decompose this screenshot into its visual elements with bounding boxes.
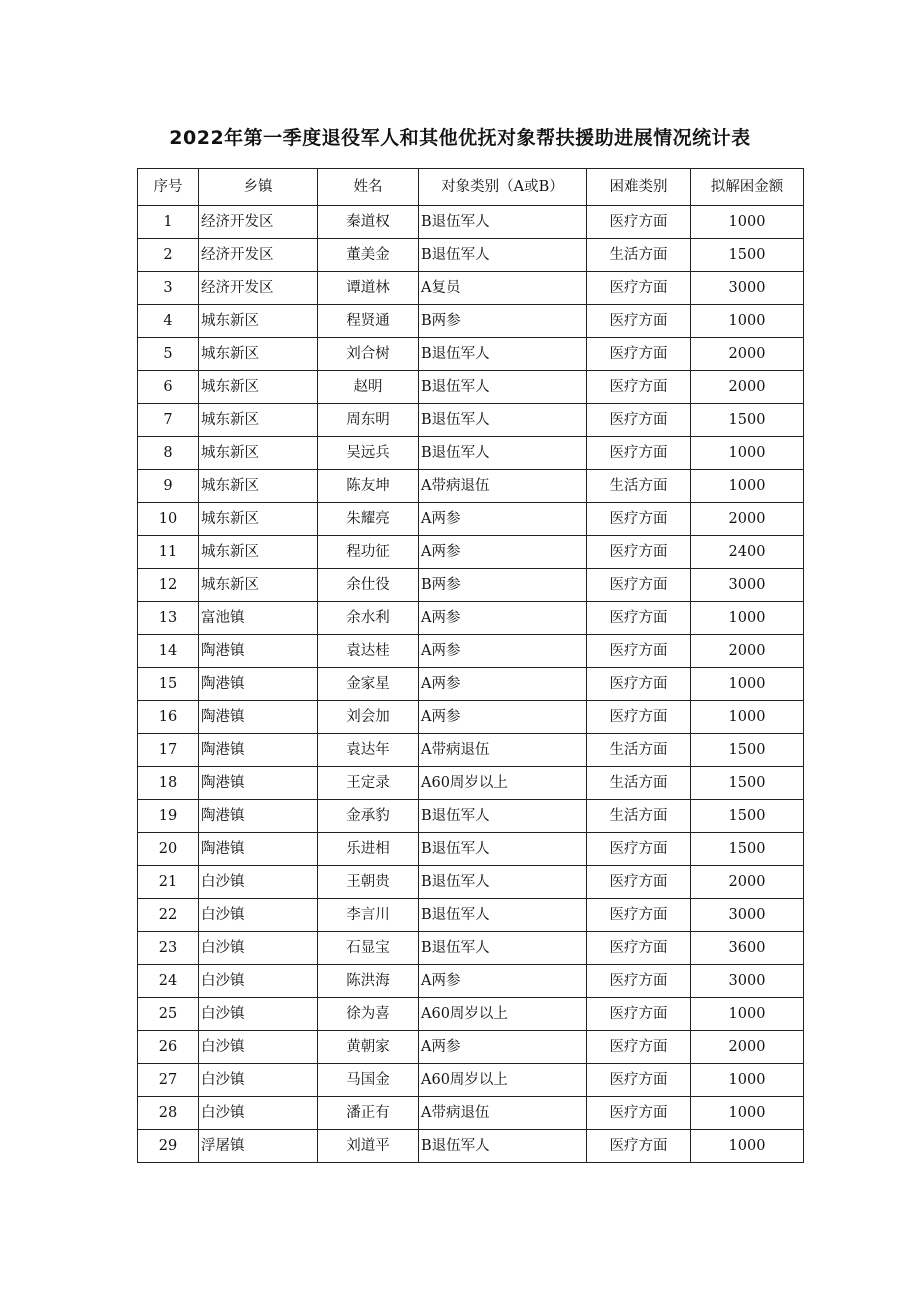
- cell-relief-amount: 2000: [691, 866, 804, 899]
- cell-difficulty-category: 医疗方面: [587, 503, 691, 536]
- table-row: [138, 602, 804, 635]
- cell-relief-amount: 1000: [691, 470, 804, 503]
- cell-town: 白沙镇: [199, 965, 318, 998]
- cell-name: 徐为喜: [318, 998, 419, 1031]
- cell-difficulty-category: 医疗方面: [587, 1031, 691, 1064]
- cell-difficulty-category: 医疗方面: [587, 206, 691, 239]
- cell-object-category: A两参: [419, 536, 587, 569]
- cell-town: 陶港镇: [199, 833, 318, 866]
- header-relief-amount: 拟解困金额: [691, 169, 804, 206]
- cell-object-category: B退伍军人: [419, 833, 587, 866]
- cell-serial-number: 13: [138, 602, 199, 635]
- table-row: [138, 404, 804, 437]
- cell-relief-amount: 2000: [691, 371, 804, 404]
- cell-name: 袁达年: [318, 734, 419, 767]
- cell-name: 吴远兵: [318, 437, 419, 470]
- cell-relief-amount: 1000: [691, 206, 804, 239]
- cell-serial-number: 29: [138, 1130, 199, 1163]
- table-row: [138, 1130, 804, 1163]
- cell-town: 城东新区: [199, 305, 318, 338]
- cell-name: 马国金: [318, 1064, 419, 1097]
- cell-difficulty-category: 生活方面: [587, 470, 691, 503]
- cell-object-category: A60周岁以上: [419, 998, 587, 1031]
- page-title: 2022年第一季度退役军人和其他优抚对象帮扶援助进展情况统计表: [169, 127, 751, 149]
- cell-name: 金承豹: [318, 800, 419, 833]
- cell-town: 浮屠镇: [199, 1130, 318, 1163]
- cell-relief-amount: 3000: [691, 899, 804, 932]
- table-body: [138, 206, 804, 1163]
- cell-town: 陶港镇: [199, 734, 318, 767]
- cell-relief-amount: 1500: [691, 767, 804, 800]
- cell-difficulty-category: 医疗方面: [587, 866, 691, 899]
- cell-town: 经济开发区: [199, 272, 318, 305]
- cell-town: 陶港镇: [199, 767, 318, 800]
- cell-serial-number: 3: [138, 272, 199, 305]
- cell-name: 程贤通: [318, 305, 419, 338]
- table-row: [138, 998, 804, 1031]
- cell-serial-number: 20: [138, 833, 199, 866]
- table-row: [138, 833, 804, 866]
- table-row: [138, 272, 804, 305]
- cell-serial-number: 15: [138, 668, 199, 701]
- cell-difficulty-category: 医疗方面: [587, 668, 691, 701]
- cell-relief-amount: 1000: [691, 1097, 804, 1130]
- table-row: [138, 1064, 804, 1097]
- cell-object-category: B两参: [419, 305, 587, 338]
- cell-serial-number: 12: [138, 569, 199, 602]
- table-row: [138, 536, 804, 569]
- cell-serial-number: 10: [138, 503, 199, 536]
- table-row: [138, 800, 804, 833]
- table-row: [138, 206, 804, 239]
- cell-difficulty-category: 生活方面: [587, 734, 691, 767]
- cell-town: 陶港镇: [199, 668, 318, 701]
- cell-town: 白沙镇: [199, 1097, 318, 1130]
- cell-difficulty-category: 医疗方面: [587, 998, 691, 1031]
- cell-serial-number: 16: [138, 701, 199, 734]
- cell-name: 陈友坤: [318, 470, 419, 503]
- cell-object-category: B退伍军人: [419, 371, 587, 404]
- cell-object-category: B退伍军人: [419, 404, 587, 437]
- cell-difficulty-category: 生活方面: [587, 239, 691, 272]
- header-name: 姓名: [318, 169, 419, 206]
- cell-object-category: B退伍军人: [419, 239, 587, 272]
- table-row: [138, 437, 804, 470]
- cell-relief-amount: 3600: [691, 932, 804, 965]
- cell-serial-number: 6: [138, 371, 199, 404]
- header-difficulty-category: 困难类别: [587, 169, 691, 206]
- cell-relief-amount: 3000: [691, 965, 804, 998]
- cell-serial-number: 25: [138, 998, 199, 1031]
- cell-town: 城东新区: [199, 536, 318, 569]
- cell-serial-number: 24: [138, 965, 199, 998]
- header-serial-number: 序号: [138, 169, 199, 206]
- cell-difficulty-category: 医疗方面: [587, 899, 691, 932]
- cell-serial-number: 7: [138, 404, 199, 437]
- table-row: [138, 899, 804, 932]
- cell-relief-amount: 1500: [691, 239, 804, 272]
- cell-difficulty-category: 生活方面: [587, 767, 691, 800]
- cell-object-category: A两参: [419, 701, 587, 734]
- cell-relief-amount: 1000: [691, 1064, 804, 1097]
- cell-relief-amount: 1000: [691, 668, 804, 701]
- cell-difficulty-category: 医疗方面: [587, 536, 691, 569]
- cell-difficulty-category: 医疗方面: [587, 965, 691, 998]
- cell-serial-number: 23: [138, 932, 199, 965]
- cell-difficulty-category: 医疗方面: [587, 1064, 691, 1097]
- cell-town: 城东新区: [199, 503, 318, 536]
- cell-relief-amount: 1000: [691, 1130, 804, 1163]
- cell-relief-amount: 1000: [691, 998, 804, 1031]
- cell-town: 城东新区: [199, 338, 318, 371]
- cell-difficulty-category: 医疗方面: [587, 833, 691, 866]
- cell-difficulty-category: 医疗方面: [587, 1097, 691, 1130]
- cell-town: 城东新区: [199, 437, 318, 470]
- cell-object-category: A两参: [419, 965, 587, 998]
- cell-town: 陶港镇: [199, 800, 318, 833]
- cell-relief-amount: 1000: [691, 701, 804, 734]
- cell-name: 潘正有: [318, 1097, 419, 1130]
- cell-serial-number: 5: [138, 338, 199, 371]
- table-row: [138, 767, 804, 800]
- cell-serial-number: 11: [138, 536, 199, 569]
- cell-relief-amount: 1000: [691, 305, 804, 338]
- cell-town: 白沙镇: [199, 998, 318, 1031]
- cell-relief-amount: 2000: [691, 503, 804, 536]
- cell-difficulty-category: 医疗方面: [587, 932, 691, 965]
- cell-serial-number: 26: [138, 1031, 199, 1064]
- cell-town: 城东新区: [199, 569, 318, 602]
- cell-object-category: B退伍军人: [419, 899, 587, 932]
- table-row: [138, 239, 804, 272]
- table-row: [138, 338, 804, 371]
- header-town: 乡镇: [199, 169, 318, 206]
- cell-name: 赵明: [318, 371, 419, 404]
- cell-object-category: B退伍军人: [419, 206, 587, 239]
- cell-object-category: A两参: [419, 1031, 587, 1064]
- cell-serial-number: 1: [138, 206, 199, 239]
- cell-difficulty-category: 医疗方面: [587, 272, 691, 305]
- cell-serial-number: 22: [138, 899, 199, 932]
- cell-object-category: B退伍军人: [419, 1130, 587, 1163]
- cell-object-category: B退伍军人: [419, 866, 587, 899]
- table-row: [138, 503, 804, 536]
- cell-object-category: A60周岁以上: [419, 1064, 587, 1097]
- cell-town: 陶港镇: [199, 635, 318, 668]
- cell-object-category: B两参: [419, 569, 587, 602]
- cell-name: 周东明: [318, 404, 419, 437]
- cell-serial-number: 18: [138, 767, 199, 800]
- cell-object-category: A带病退伍: [419, 1097, 587, 1130]
- cell-town: 经济开发区: [199, 206, 318, 239]
- cell-object-category: B退伍军人: [419, 932, 587, 965]
- table-row: [138, 866, 804, 899]
- table-row: [138, 371, 804, 404]
- cell-difficulty-category: 医疗方面: [587, 569, 691, 602]
- cell-serial-number: 17: [138, 734, 199, 767]
- cell-name: 程功征: [318, 536, 419, 569]
- cell-object-category: B退伍军人: [419, 338, 587, 371]
- table-row: [138, 734, 804, 767]
- cell-name: 秦道权: [318, 206, 419, 239]
- cell-name: 王定录: [318, 767, 419, 800]
- cell-name: 黄朝家: [318, 1031, 419, 1064]
- cell-difficulty-category: 医疗方面: [587, 338, 691, 371]
- cell-serial-number: 4: [138, 305, 199, 338]
- cell-object-category: A两参: [419, 635, 587, 668]
- cell-relief-amount: 3000: [691, 569, 804, 602]
- cell-serial-number: 27: [138, 1064, 199, 1097]
- cell-difficulty-category: 医疗方面: [587, 404, 691, 437]
- cell-name: 刘会加: [318, 701, 419, 734]
- table-row: [138, 701, 804, 734]
- table-row: [138, 635, 804, 668]
- cell-relief-amount: 3000: [691, 272, 804, 305]
- cell-town: 陶港镇: [199, 701, 318, 734]
- cell-difficulty-category: 医疗方面: [587, 701, 691, 734]
- table-row: [138, 932, 804, 965]
- cell-object-category: B退伍军人: [419, 437, 587, 470]
- table-row: [138, 470, 804, 503]
- cell-relief-amount: 2000: [691, 338, 804, 371]
- cell-name: 金家星: [318, 668, 419, 701]
- table-row: [138, 965, 804, 998]
- header-object-category: 对象类别（A或B）: [419, 169, 587, 206]
- cell-difficulty-category: 生活方面: [587, 800, 691, 833]
- table-header-row: [138, 169, 804, 206]
- cell-object-category: A两参: [419, 602, 587, 635]
- cell-serial-number: 19: [138, 800, 199, 833]
- cell-name: 董美金: [318, 239, 419, 272]
- cell-object-category: A两参: [419, 668, 587, 701]
- cell-relief-amount: 1500: [691, 800, 804, 833]
- cell-object-category: B退伍军人: [419, 800, 587, 833]
- cell-relief-amount: 1500: [691, 734, 804, 767]
- cell-name: 王朝贵: [318, 866, 419, 899]
- cell-serial-number: 21: [138, 866, 199, 899]
- cell-town: 城东新区: [199, 404, 318, 437]
- cell-name: 余水利: [318, 602, 419, 635]
- cell-town: 城东新区: [199, 470, 318, 503]
- cell-name: 刘合树: [318, 338, 419, 371]
- table-row: [138, 668, 804, 701]
- cell-difficulty-category: 医疗方面: [587, 1130, 691, 1163]
- table-row: [138, 1031, 804, 1064]
- cell-town: 富池镇: [199, 602, 318, 635]
- cell-name: 石显宝: [318, 932, 419, 965]
- cell-town: 白沙镇: [199, 866, 318, 899]
- cell-object-category: A复员: [419, 272, 587, 305]
- cell-difficulty-category: 医疗方面: [587, 635, 691, 668]
- cell-object-category: A60周岁以上: [419, 767, 587, 800]
- cell-serial-number: 28: [138, 1097, 199, 1130]
- cell-object-category: A带病退伍: [419, 734, 587, 767]
- cell-name: 袁达桂: [318, 635, 419, 668]
- cell-relief-amount: 1500: [691, 833, 804, 866]
- table-row: [138, 1097, 804, 1130]
- cell-difficulty-category: 医疗方面: [587, 437, 691, 470]
- cell-name: 李言川: [318, 899, 419, 932]
- cell-town: 白沙镇: [199, 1064, 318, 1097]
- cell-difficulty-category: 医疗方面: [587, 305, 691, 338]
- cell-relief-amount: 1000: [691, 602, 804, 635]
- cell-town: 白沙镇: [199, 1031, 318, 1064]
- table-row: [138, 305, 804, 338]
- cell-object-category: A两参: [419, 503, 587, 536]
- table-row: [138, 569, 804, 602]
- cell-object-category: A带病退伍: [419, 470, 587, 503]
- cell-town: 白沙镇: [199, 899, 318, 932]
- cell-relief-amount: 2000: [691, 1031, 804, 1064]
- cell-name: 余仕役: [318, 569, 419, 602]
- cell-serial-number: 9: [138, 470, 199, 503]
- cell-name: 刘道平: [318, 1130, 419, 1163]
- cell-name: 谭道林: [318, 272, 419, 305]
- cell-town: 白沙镇: [199, 932, 318, 965]
- cell-serial-number: 8: [138, 437, 199, 470]
- cell-relief-amount: 2400: [691, 536, 804, 569]
- cell-relief-amount: 1500: [691, 404, 804, 437]
- cell-name: 乐进相: [318, 833, 419, 866]
- cell-difficulty-category: 医疗方面: [587, 602, 691, 635]
- cell-name: 朱耀亮: [318, 503, 419, 536]
- cell-name: 陈洪海: [318, 965, 419, 998]
- cell-town: 城东新区: [199, 371, 318, 404]
- cell-serial-number: 14: [138, 635, 199, 668]
- cell-town: 经济开发区: [199, 239, 318, 272]
- cell-relief-amount: 2000: [691, 635, 804, 668]
- cell-difficulty-category: 医疗方面: [587, 371, 691, 404]
- cell-serial-number: 2: [138, 239, 199, 272]
- cell-relief-amount: 1000: [691, 437, 804, 470]
- statistics-table: [137, 168, 804, 1163]
